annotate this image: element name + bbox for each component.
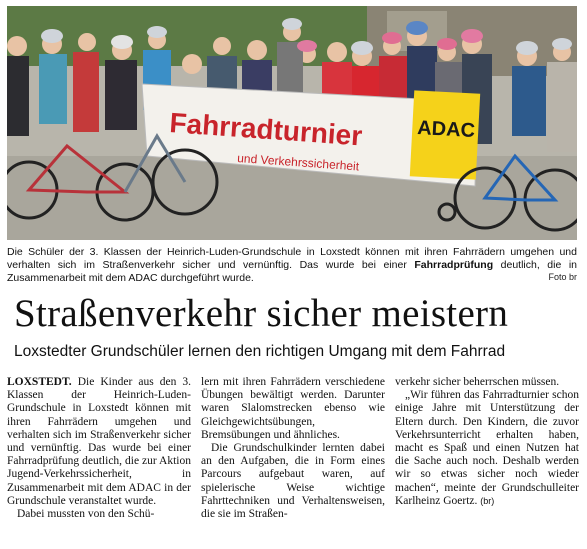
photo-credit: Foto br bbox=[548, 272, 577, 282]
column-2 bbox=[201, 376, 385, 546]
caption-text-1: Die Schüler der 3. Klassen der Heinrich-Luden-Grundschule in Loxstedt können mit ihren Fahrrädern umgehen und verhalten sich im Straßenverkehr sicher und vernünftig. Das wurde bei einer bbox=[7, 246, 577, 271]
banner-subtitle: und Verkehrssicherheit bbox=[236, 151, 360, 174]
paragraph-text: Die Kinder aus den 3. Klassen der Heinrich-Luden-Grundschule in Loxstedt können mit ihren Fahrrädern umgehen und verhalten sich im Straßenverkehr sicher und vernünftig. Das wurde bei einer Fahrradprüfung deutlich, die zur Aktion Jugend-Verkehrssicherheit, in Zusammenarbeit mit dem ADAC in der Grundschule veranstaltet wurde. bbox=[7, 376, 191, 507]
paragraph-text: „Wir führen das Fahrradturnier schon einige Jahre mit Unterstützung der Eltern durch. Den Kindern, die zuvor Verkehrsunterricht erhalten haben, macht es Spaß und einen Nutzen hat die Sache auch noch. Deshalb werden wir so etwas sicher noch wieder machen“, meinte der Grundschulleiter Karlheinz Goertz. bbox=[395, 389, 579, 507]
article-body bbox=[7, 376, 579, 546]
paragraph: Dabei mussten von den Schü- bbox=[17, 508, 155, 521]
headline: Straßenverkehr sicher meistern bbox=[14, 292, 509, 335]
paragraph: lern mit ihren Fahrrädern verschiedene Übungen bewältigt werden. Darunter waren Slalomstrecken ebenso wie Gleichgewichtsübungen, Bremsübungen und ähnliches. bbox=[201, 376, 385, 441]
photo-caption bbox=[7, 246, 577, 285]
dateline: LOXSTEDT. bbox=[7, 376, 72, 388]
paragraph bbox=[395, 389, 579, 508]
paragraph bbox=[7, 376, 191, 508]
paragraph: Die Grundschulkinder lernten dabei an den Aufgaben, die in Form eines Parcours aufgebaut waren, auf spielerische Weise wichtige Fahrttechniken und Verhaltensweisen, die sie im Straßen- bbox=[201, 442, 385, 521]
caption-bold: Fahrradprüfung bbox=[414, 259, 494, 271]
paragraph: verkehr sicher beherrschen müssen. bbox=[395, 376, 560, 388]
subheadline: Loxstedter Grundschüler lernen den richtigen Umgang mit dem Fahrrad bbox=[14, 343, 506, 360]
banner-title: Fahrradturnier bbox=[168, 107, 364, 152]
photo-illustration bbox=[7, 6, 577, 240]
byline: (br) bbox=[480, 495, 495, 506]
column-3 bbox=[395, 376, 579, 546]
adac-logo-text: ADAC bbox=[416, 117, 476, 143]
news-photo bbox=[7, 6, 577, 240]
column-1 bbox=[7, 376, 191, 546]
caption-text-2: deutlich, die in Zusammenarbeit mit dem ADAC durchgeführt wurde. bbox=[7, 259, 577, 284]
